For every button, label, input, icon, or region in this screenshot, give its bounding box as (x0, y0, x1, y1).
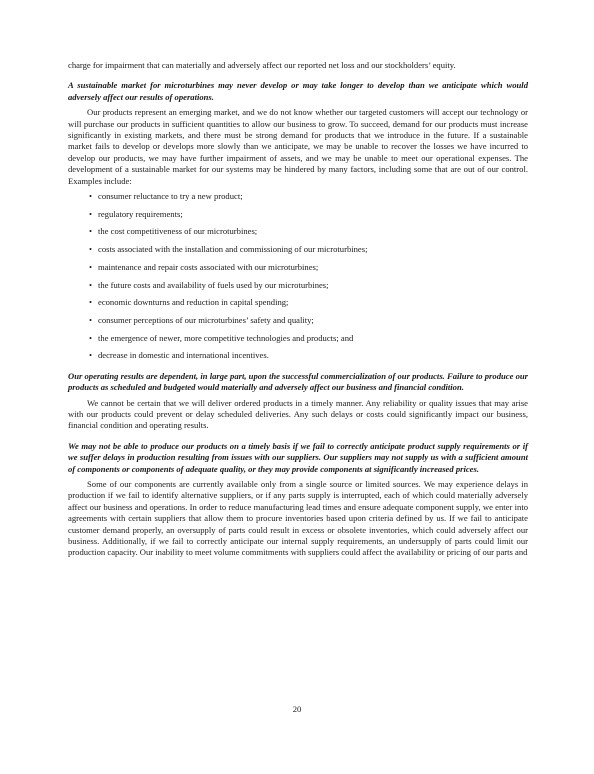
intro-paragraph: charge for impairment that can materially and adversely affect our reported net loss and our stockholders’ equity. (68, 60, 456, 70)
list-item: • the future costs and availability of fuels used by our microturbines; (89, 280, 528, 291)
factors-list (68, 191, 528, 362)
body-paragraph-suppliers: Some of our components are currently available only from a single source or limited sources. We may experience delays in production if we fail to identify alternative suppliers, or if any parts supply is interrupted, each of which could materially adversely affect our business and operations. In order to reduce manufacturing lead times and ensure adequate component supply, we enter into agreements with certain suppliers that allow them to procure inventories based upon criteria defined by us. If we fail to anticipate customer demand properly, an oversupply of parts could result in excess or obsolete inventories, which could adversely affect our business. Additionally, if we fail to correctly anticipate our internal supply requirements, an undersupply of parts could limit our production capacity. Our inability to meet volume commitments with suppliers could affect the availability or pricing of our parts and (68, 479, 528, 558)
list-item: • costs associated with the installation and commissioning of our microturbines; (89, 244, 528, 255)
list-item: • economic downturns and reduction in capital spending; (89, 297, 528, 308)
list-item: • the cost competitiveness of our microturbines; (89, 226, 528, 237)
list-item: • the emergence of newer, more competitive technologies and products; and (89, 333, 528, 344)
page-number: 20 (292, 704, 302, 714)
body-paragraph-commercialization: We cannot be certain that we will deliver ordered products in a timely manner. Any reliability or quality issues that may arise with our products could prevent or delay scheduled deliveries. Any such delays or costs could significantly impact our business, financial condition and operating results. (68, 397, 528, 431)
list-item: • decrease in domestic and international incentives. (89, 350, 528, 361)
list-item: • consumer perceptions of our microturbines’ safety and quality; (89, 315, 528, 326)
section-heading-market: A sustainable market for microturbines may never develop or may take longer to develop than we anticipate which would adversely affect our results of operations. (68, 80, 528, 102)
list-item: • maintenance and repair costs associated with our microturbines; (89, 262, 528, 273)
section-heading-suppliers: We may not be able to produce our products on a timely basis if we fail to correctly anticipate product supply requirements or if we suffer delays in production resulting from issues with our suppliers. Our suppliers may not supply us with a sufficient amount of components or components of adequate quality, or they may provide components at significantly increased prices. (68, 440, 528, 474)
section-heading-commercialization: Our operating results are dependent, in large part, upon the successful commercialization of our products. Failure to produce our products as scheduled and budgeted would materially and adversely affect our business and financial condition. (68, 370, 528, 393)
body-paragraph-market: Our products represent an emerging market, and we do not know whether our targeted customers will accept our technology or will purchase our products in sufficient quantities to allow our business to grow. To succeed, demand for our products must increase significantly in existing markets, and there must be strong demand for products that we introduce in the future. If a sustainable market fails to develop or develops more slowly than we anticipate, we may be unable to recover the losses we have incurred to develop our products, we may have further impairment of assets, and we may be unable to meet our operational expenses. The development of a sustainable market for our systems may be hindered by many factors, including some that are out of our control. Examples include: (68, 107, 528, 186)
list-item: • regulatory requirements; (89, 209, 528, 220)
list-item: • consumer reluctance to try a new product; (89, 191, 528, 202)
document-page (68, 60, 528, 559)
